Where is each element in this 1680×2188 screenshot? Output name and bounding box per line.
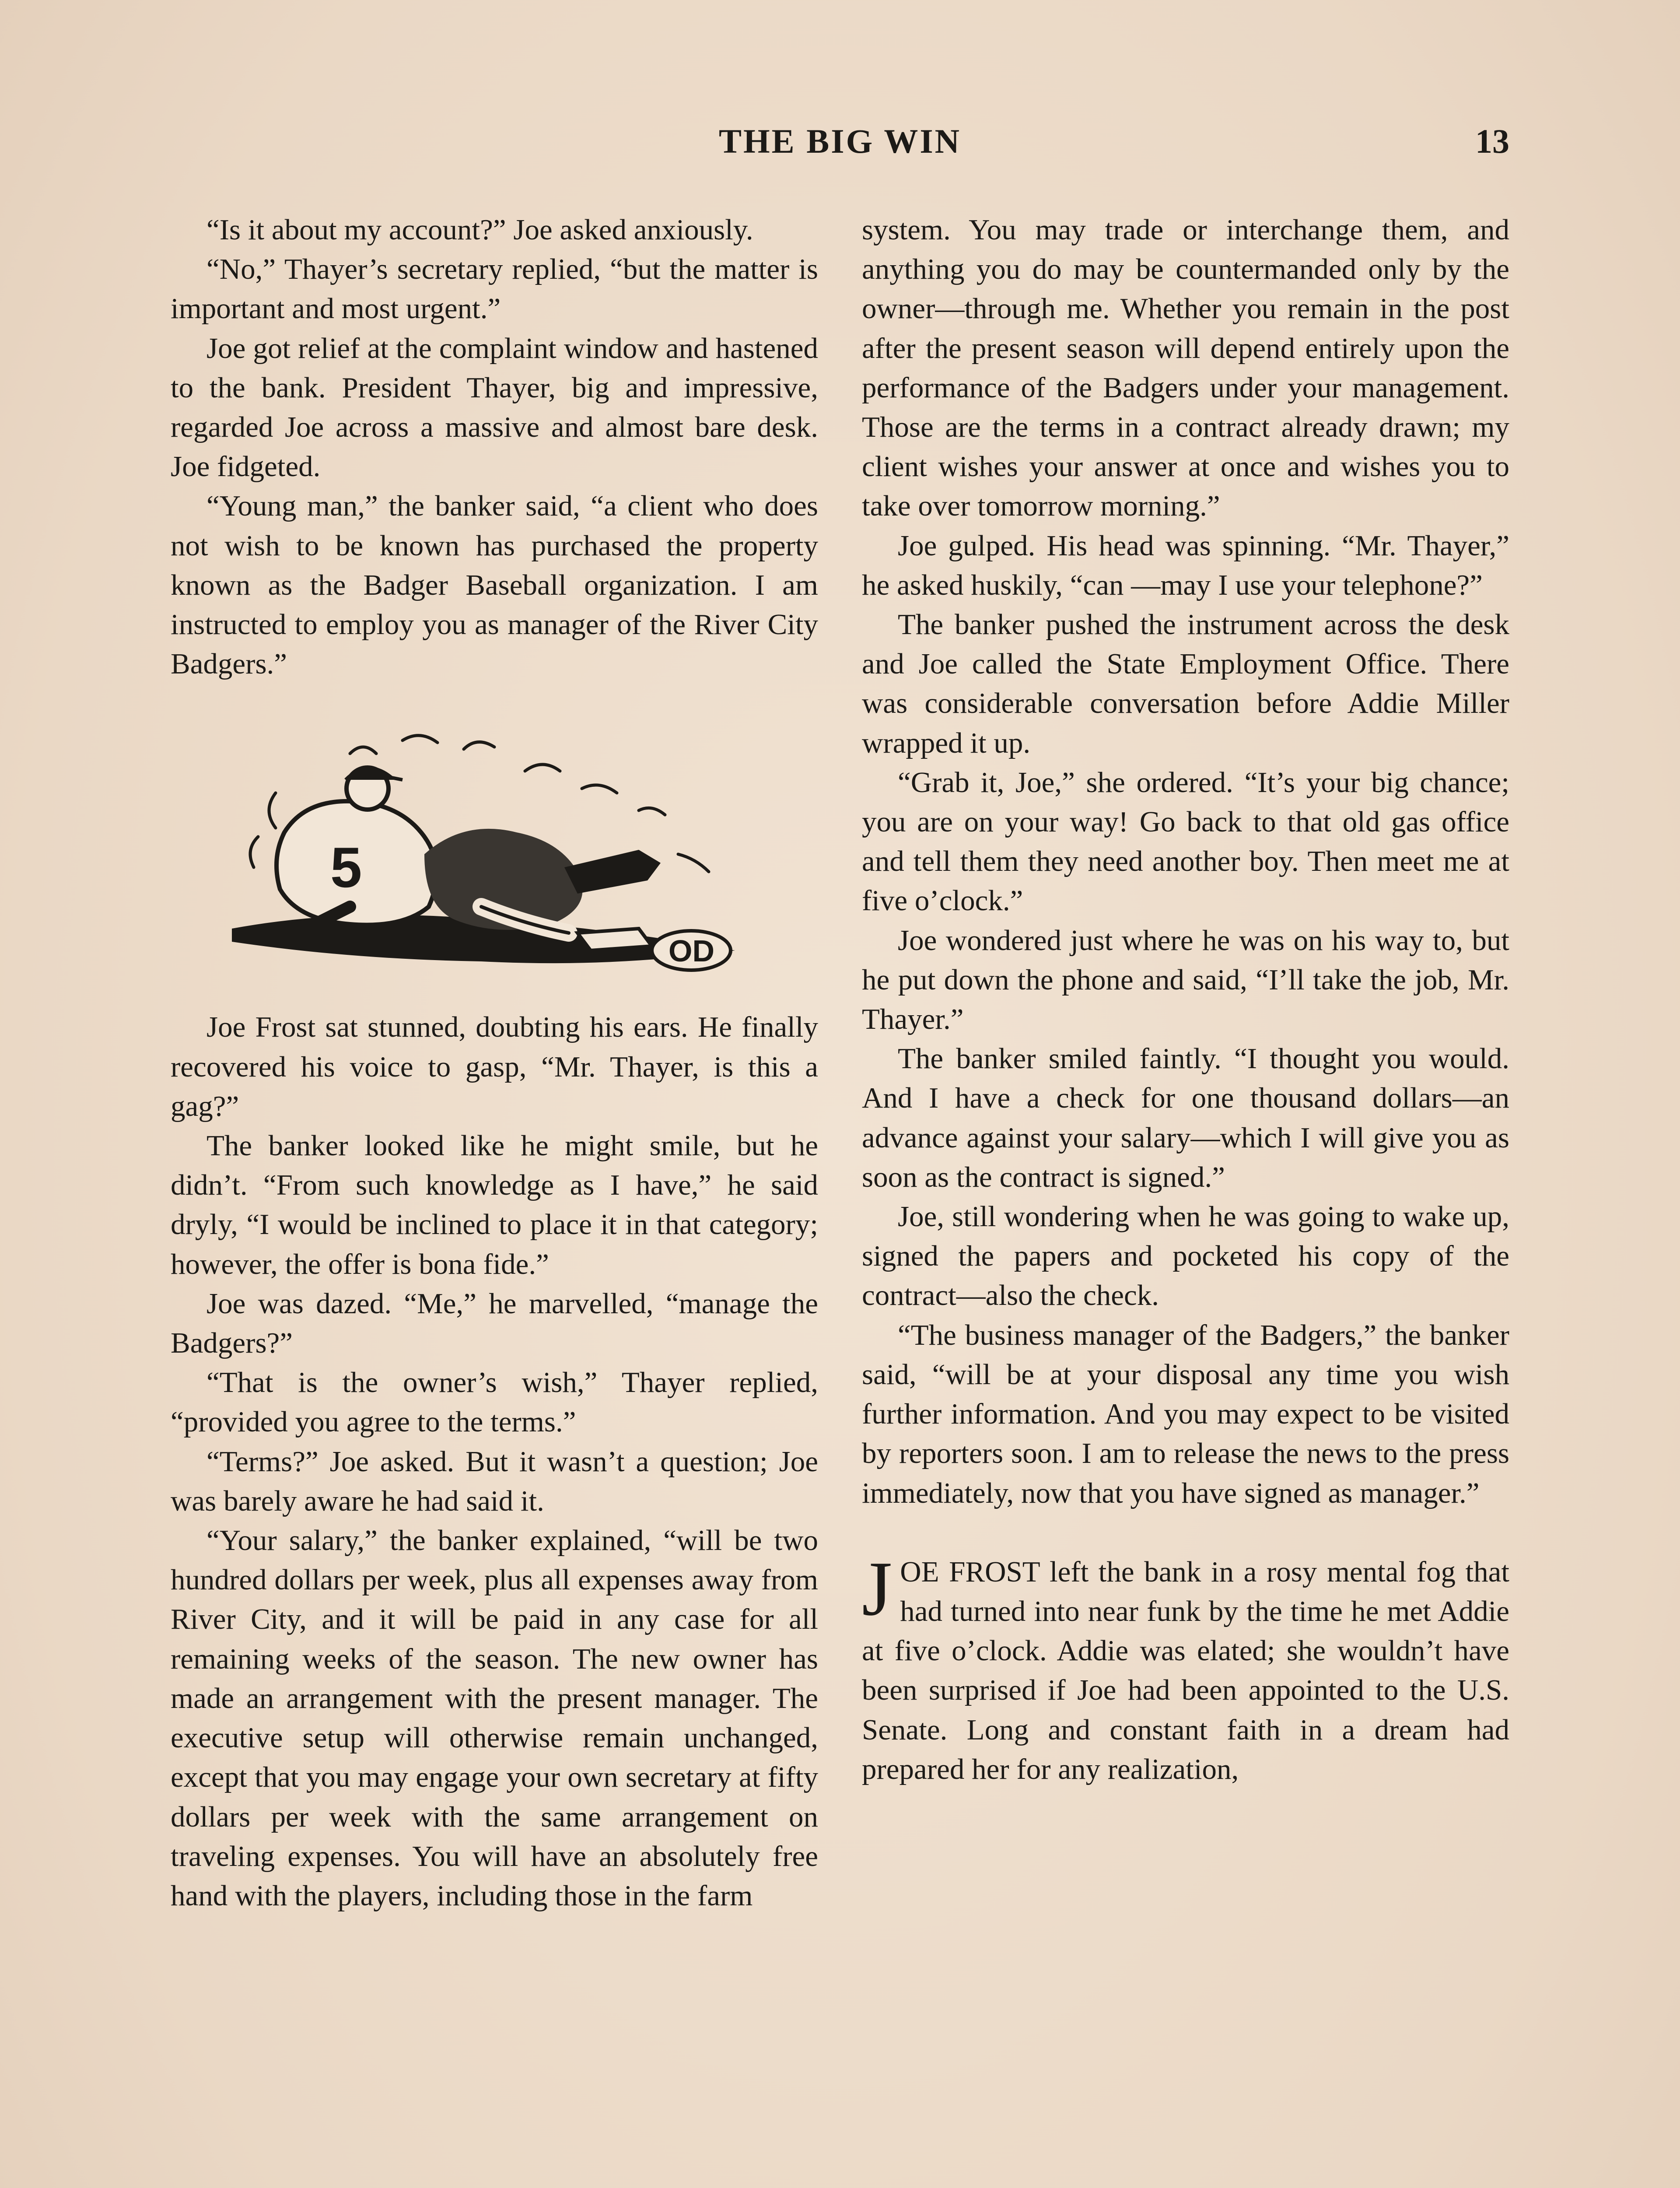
jersey-number: 5 <box>330 835 362 900</box>
text-column-right <box>862 210 1509 2188</box>
paragraph: “Young man,” the banker said, “a client who does not wish to be known has purchased the property known as the Badger Baseball organization. I am instructed to employ you as manager of the River City Badgers.” <box>171 490 818 680</box>
paragraph: “That is the owner’s wish,” Thayer replied, “provided you agree to the terms.” <box>171 1366 818 1438</box>
artist-signature: OD <box>668 934 714 968</box>
page-number: 13 <box>1475 122 1509 160</box>
paragraph: The banker pushed the instrument across the desk and Joe called the State Employment Office. There was considerable conversation before Addie Miller wrapped it up. <box>862 608 1509 759</box>
paragraph: Joe, still wondering when he was going to wake up, signed the papers and pocketed his copy of the contract—also the check. <box>862 1200 1509 1312</box>
text-column-left <box>171 210 818 2188</box>
paragraph: “Grab it, Joe,” she ordered. “It’s your big chance; you are on your way! Go back to that old gas office and tell them they need another boy. Then meet me at five o’clock.” <box>862 766 1509 917</box>
running-title: THE BIG WIN <box>718 122 962 160</box>
paragraph: Joe gulped. His head was spinning. “Mr. Thayer,” he asked huskily, “can —may I use your telephone?” <box>862 529 1509 601</box>
paragraph: “Your salary,” the banker explained, “will be two hundred dollars per week, plus all expenses away from River City, and it will be paid in any case for all remaining weeks of the season. The new owner has made an arrangement with the present manager. The executive setup will otherwise remain unchanged, except that you may engage your own secretary at fifty dollars per week with the same arrangement on traveling expenses. You will have an absolutely free hand with the players, including those in the farm <box>171 1524 818 1912</box>
paragraph-text: OE FROST left the bank in a rosy mental fog that had turned into near funk by the time he met Addie at five o’clock. Addie was elated; she wouldn’t have been surprised if Joe had been appointed to the U.S. Senate. Long and constant faith in a dream had prepared her for any realization, <box>862 1555 1509 1785</box>
paragraph: The banker smiled faintly. “I thought you would. And I have a check for one thousand dollars—an advance against your salary—which I will give you as soon as the contract is signed.” <box>862 1042 1509 1193</box>
paragraph: system. You may trade or interchange them, and anything you do may be countermanded only by the owner—through me. Whether you remain in the post after the present season will depend entirely upon the performance of the Badgers under your management. Those are the terms in a contract already drawn; my client wishes your answer at once and wishes you to take over tomorrow morning.” <box>862 214 1509 522</box>
baseball-slide-illustration <box>219 723 761 977</box>
paragraph: Joe was dazed. “Me,” he marvelled, “manage the Badgers?” <box>171 1287 818 1360</box>
paragraph: “Terms?” Joe asked. But it wasn’t a question; Joe was barely aware he had said it. <box>171 1445 818 1517</box>
paragraph: “Is it about my account?” Joe asked anxiously. <box>206 214 753 246</box>
page-header <box>171 117 1509 165</box>
paragraph-with-dropcap <box>862 1545 1509 1789</box>
paragraph: Joe Frost sat stunned, doubting his ears. He finally recovered his voice to gasp, “Mr. Thayer, is this a gag?” <box>171 1011 818 1122</box>
paragraph: “The business manager of the Badgers,” the banker said, “will be at your disposal any time you wish further information. And you may expect to be visited by reporters soon. I am to release the news to the press immediately, now that you have signed as manager.” <box>862 1318 1509 1509</box>
dropcap: J <box>862 1545 892 1632</box>
paragraph: Joe got relief at the complaint window and hastened to the bank. President Thayer, big and impressive, regarded Joe across a massive and almost bare desk. Joe fidgeted. <box>171 332 818 483</box>
paragraph: The banker looked like he might smile, but he didn’t. “From such knowledge as I have,” he said dryly, “I would be inclined to place it in that category; however, the offer is bona fide.” <box>171 1129 818 1280</box>
paragraph: “No,” Thayer’s secretary replied, “but the matter is important and most urgent.” <box>171 253 818 325</box>
paragraph: Joe wondered just where he was on his way to, but he put down the phone and said, “I’ll take the job, Mr. Thayer.” <box>862 924 1509 1036</box>
